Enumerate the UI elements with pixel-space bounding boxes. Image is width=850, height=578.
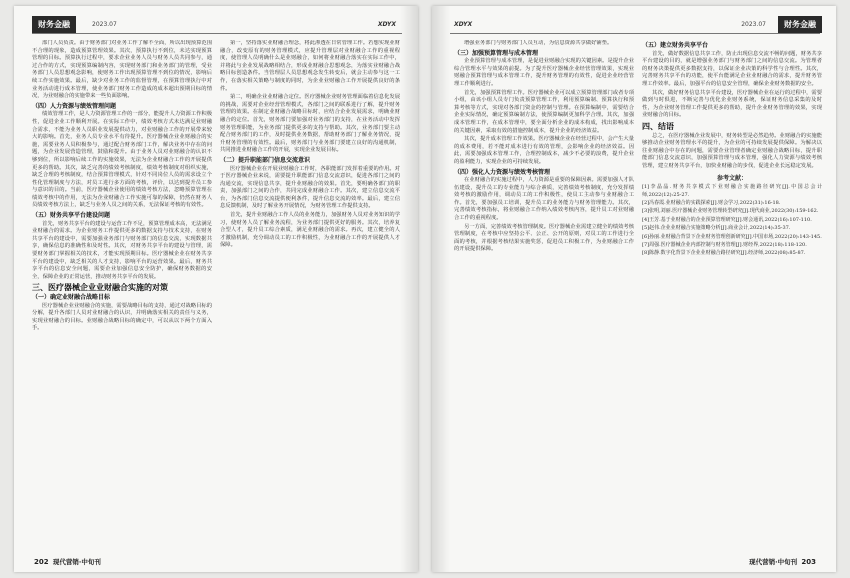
gutter-shadow xyxy=(400,6,418,572)
section-heading: （一）确定业财融合战略目标 xyxy=(32,294,111,301)
paragraph: 首先，财务共享平台的建设与运营工作不足，预算管理成本高，无法满足业财融合的需求。为企业财务工作提供更多的数据支持与技术支持，在财务共享平台的建设中，需要加强业务部门与财务部门的信息交流，实现数据共享，确保信息的准确性和及时性。其次，对财务共享平台的建设与管理，需要财务部门掌握相关的技术，才能实现预期目标。医疗器械企业在财务共享平台的建设中，缺乏相关的人才支持，影响平台的运营效果。最后，财务共享平台的信息安全问题，需要企业加强信息安全防护，确保财务数据的安全，保障企业的正常运营，推动财务共享平台的发展。 xyxy=(32,220,212,280)
references-title: 参考文献： xyxy=(716,174,747,182)
footer-journal: 现代营销·中旬刊 xyxy=(749,558,798,566)
paragraph: 医疗器械企业业财融合的实施，需要战略目标的支持，通过对战略目标的分解，提升各部门人员对业财融合的认识，并明确落实相关的责任与义务，实现业财融合的目标。业财融合战略目标的确定中，可以从以下两个方面入手。 xyxy=(32,302,212,332)
left-page xyxy=(14,6,418,572)
section-badge: 财务金融 xyxy=(778,16,822,33)
paragraph: 总之，在医疗器械企业发展中，财务转型是必然趋势。业财融合的实施能够推动企业财务管理水平的提升，为企业的可持续发展提供保障。为解决以往业财融合中存在的问题，需要企业管理者确定业财融合战略目标，提升职能部门信息交流意识，加强预算管理与成本管理，强化人力资源与绩效考核管理，建立财务共享平台，加快业财融合的步伐，促进企业长远稳定发展。 xyxy=(642,132,822,169)
page-header xyxy=(14,16,418,32)
header-rule xyxy=(450,33,820,34)
journal-abbrev: XDYX xyxy=(377,21,396,28)
paragraph: 在业财融合的实施过程中，人力资源是重要的保障因素。需要加强人才队伍建设，提升员工的专业能力与综合素质，完善绩效考核制度，充分发挥绩效考核的激励作用，调动员工的工作积极性，使员工主动参与业财融合工作。首先，要加强员工培训，提升员工的业务能力与财务管理能力。其次，完善绩效考核指标，将业财融合工作纳入绩效考核内容，提升员工对业财融合工作的重视程度。 xyxy=(454,177,634,222)
reference-item: [6]孙丽.业财融合背景下企业财务管理创新研究[J].中国市场,2022(20):143-145. xyxy=(642,233,822,240)
left-column-2 xyxy=(220,40,400,552)
issue-date: 2023.07 xyxy=(741,21,766,28)
journal-abbrev: XDYX xyxy=(454,21,473,28)
section-heading: （五）建立财务共享平台 xyxy=(642,42,709,49)
paragraph: 首先，加强预算管理工作。医疗器械企业可以成立预算管理部门或者专项小组，由该小组人员专门负责预算管理工作，利用预算编制、预算执行和预算考核等方式，实现对各部门资金的控制与管理。在预算编制中，需要结合企业实际情况，确定预算编制方法，使预算编制更加科学合理。其次，加强成本管理工作，在成本管理中，要全面分析企业的成本构成，找出影响成本的关键因素，采取有效的措施控制成本，提升企业的经济效益。 xyxy=(454,89,634,134)
reference-item: [7]周强.医疗器械企业内部控制与财务管理[J].财经界,2022(18):118-120. xyxy=(642,241,807,248)
chapter-heading: 三、医疗器械企业业财融合实施的对策 xyxy=(32,283,168,293)
page-number: 202 xyxy=(34,558,49,566)
gutter-shadow xyxy=(432,6,450,572)
paragraph: 绩效管理工作，是人力资源管理工作的一部分，能提升人力资源工作积极性，促进企业工作顺利开展。在实际工作中，绩效考核方式未达满足业财融合需求，不能为业务人员职业发展提供动力，对业财融合工作的开展带来较大的影响。首先，业务人员专业水平有待提升。医疗器械企业业财融合的实施，需要业务人员积极参与，通过配合财务部门工作，解决业务中存在的问题，为企业发展营造管理，鼓励和提升。由于业务人员对业财融合的认识不够到位，所以影响后续工作的实施效果，无法为企业财融合工作的开展提供更多的帮助。其次，缺乏完善的绩效考核制度，绩效考核制度对组织实施，缺乏合理的考核制度，结合预算管理模式，针对不同岗位人员的需求设立个性化管理制度与方法，对员工进行多方面的考核，评价，以达到提升员工参与意识的目的。当前，医疗器械企业使用的绩效考核方法，忽略预算管理在绩效考核中的作用，无法为企业财融合工作实施可靠的保障，仍然在财务人员绩效考核方法上，缺乏与业务人员之间的关系，无法保证考核的有效性。 xyxy=(32,111,212,209)
left-column-1 xyxy=(32,40,212,552)
paragraph: 第一，坚持落实业财融合理念，将此渗透在日常管理工作。若想实现业财融合，改变原有的财务管理模式，应提升管理层对业财融合工作的重视程度，使管理人员明确什么是业财融合，如何将业财融合落实在实际工作中，并将此与企业发展战略相结合，形成业财融合思想观念，为落实业财融合战略目标创造条件。当管理层人员思想观念发生转变后，就会主动参与这一工作，在落实相关策略与制度的同时，为企业业财融合工作开展提供良好的条件。 xyxy=(220,40,400,92)
paragraph: 第二，明确企业业财融合定位。医疗器械企业财务管理面临着信息化发展的挑战，需要对企业经营管理模式，各部门之间的联系进行了解，提升财务管理的效果。在制定业财融合战略目标时，应结合企业发展需求，明确业财融合的定位。首先，财务部门要加强对业务部门的支持，在业务活动中发挥财务管理职能，为业务部门提供更多的支持与帮助。其次，业务部门要主动配合财务部门的工作，及时提供业务数据，帮助财务部门了解业务情况，提升财务管理的有效性。最后，财务部门与业务部门要建立良好的沟通机制，共同推进业财融合工作的开展，实现企业发展目标。 xyxy=(220,94,400,154)
page-footer xyxy=(749,557,818,566)
reference-item: [4]王芳.基于业财融合的企业预算管理研究[J].财会通讯,2022(16):107-110. xyxy=(642,216,812,223)
right-column-1 xyxy=(454,40,634,552)
footer-journal: 现代营销·中旬刊 xyxy=(52,558,101,566)
section-heading: （二）提升职能部门信息交流意识 xyxy=(220,156,311,164)
issue-date: 2023.07 xyxy=(92,21,117,28)
section-heading: （五）财务共享平台建设问题 xyxy=(32,212,111,220)
paragraph: 部门人员负责。由于财务部门对业务工作了解不全面，所以出现预算范围不合理的现象，造成预算管理效果。其次，预算执行不到位，未达实现预算管理的目标。预算执行过程中，要求企业业务人员与财务人员共同参与，通过合作的方式，实现预算编制内容，实现财务部门和业务部门的管理，受业务部门人员思想观念影响，使财务工作出现预算管理不到位的情况，影响后续工作实施效果。最后，缺少对业务工作的监督管理，在预算管理执行中对业务活动进行成本管理，使业务部门财务工作造成的成本超出预期目标的情况，为业财融合的实施带来一些负面影响。 xyxy=(32,40,212,100)
reference-item: [8]陈静.数字化背景下企业业财融合路径研究[J].经济师,2022(08):85-87. xyxy=(642,250,806,257)
reference-item: [2]冯春霞.业财融合的实践探索[J].财会学习,2022(31):16-18. xyxy=(642,199,781,206)
chapter-heading: 四、结语 xyxy=(642,121,674,131)
paragraph: 其次，提升成本管理工作效果。医疗器械企业在经营过程中，会产生大量的成本费用，若不能对成本进行有效的管理，会影响企业的经济效益。因此，需要加强成本管理工作，合理控制成本，减少不必要的浪费，提升企业的盈利能力，实现企业的可持续发展。 xyxy=(454,136,634,165)
header-rule xyxy=(32,33,402,34)
paragraph: 医疗器械企业在开展业财融合工作时，各职能部门发挥着重要的作用。对于医疗器械企业来说，需要提升职能部门信息交流意识，促进各部门之间的沟通交流，实现信息共享，提升业财融合的效果。首先，要明确各部门的职责，加强部门之间的合作，共同完成业财融合工作。其次，建立信息交流平台，为各部门信息交流提供便利条件，提升信息交流的效率。最后，建立信息反馈机制，及时了解业务开展情况，为财务管理工作提供支持。 xyxy=(220,165,400,210)
reference-item: [1]李晶晶.财务共享模式下业财融合实施路径研究[J].中国总会计师,2022(12):25-27. xyxy=(642,184,822,198)
page-footer xyxy=(32,557,101,566)
right-column-2 xyxy=(642,40,822,552)
paragraph: 增强业务部门与财务部门人员互动，为信息资源共享做好铺垫。 xyxy=(464,40,613,46)
page-number: 203 xyxy=(801,558,816,566)
section-heading: （四）人力资源与绩效管理问题 xyxy=(32,102,117,110)
reference-item: [3]张明,刘丽.医疗器械企业财务管理转型研究[J].现代商业,2022(30):159-162. xyxy=(642,208,819,215)
paragraph: 另一方面，完善绩效考核管理制度。医疗器械企业需建立健全的绩效考核管理制度，在考核中应坚持公平、公正、公开的原则，对员工的工作进行全面的考核，并根据考核结果实施奖惩，促进员工积极工作，为业财融合工作的开展提供保障。 xyxy=(454,223,634,253)
section-heading: （三）加强预算管理与成本管理 xyxy=(454,49,539,57)
paragraph: 首先，做好数据信息共享工作，防止出现信息交流不畅的问题，财务共享平台建设的目的，就是增强业务部门与财务部门之间的信息交流。为管理者的财务决策提供更多数据支持，以保证企业决策的科学性与合理性。其次，完善财务共享平台的功能，使平台能满足企业业财融合的需求，提升财务管理工作效率。最后，加强平台的信息安全管理，确保企业财务数据的安全。 xyxy=(642,50,822,87)
paragraph: 其次，做好财务信息共享平台建设，医疗器械企业在运行的过程中，需要做到与时俱进，不断完善与优化企业财务系统，保证财务信息采集的及时性，为企业财务管理工作提供更多的帮助，提升企业财务管理的效果，实现业财融合的目标。 xyxy=(642,89,822,119)
right-page xyxy=(432,6,836,572)
section-heading: （四）强化人力资源与绩效考核管理 xyxy=(454,168,551,176)
section-badge: 财务金融 xyxy=(32,16,76,33)
paragraph: 企业预算管理与成本管理，是促进业财融合实现的关键因素。是提升企业综合管理水平与效果的前提。为了提升医疗器械企业经营管理效果，实现业财融合预算管理与成本管理工作，提升财务管理的有效性，促进企业经营管理工作顺利进行。 xyxy=(454,58,634,87)
reference-item: [5]赵伟.企业业财融合实施策略分析[J].商业会计,2022(14):35-37. xyxy=(642,225,791,232)
paragraph: 首先，提升业财融合工作人员的业务能力，加强财务人员对业务知识的学习，使财务人员了解业务流程，为业务部门提供更好的服务。其次，培养复合型人才，提升员工综合素质，满足业财融合的需求。再次，建立健全的人才激励机制，充分调动员工的工作积极性，为业财融合工作的开展提供人才保障。 xyxy=(220,212,400,249)
page-header xyxy=(432,16,836,32)
